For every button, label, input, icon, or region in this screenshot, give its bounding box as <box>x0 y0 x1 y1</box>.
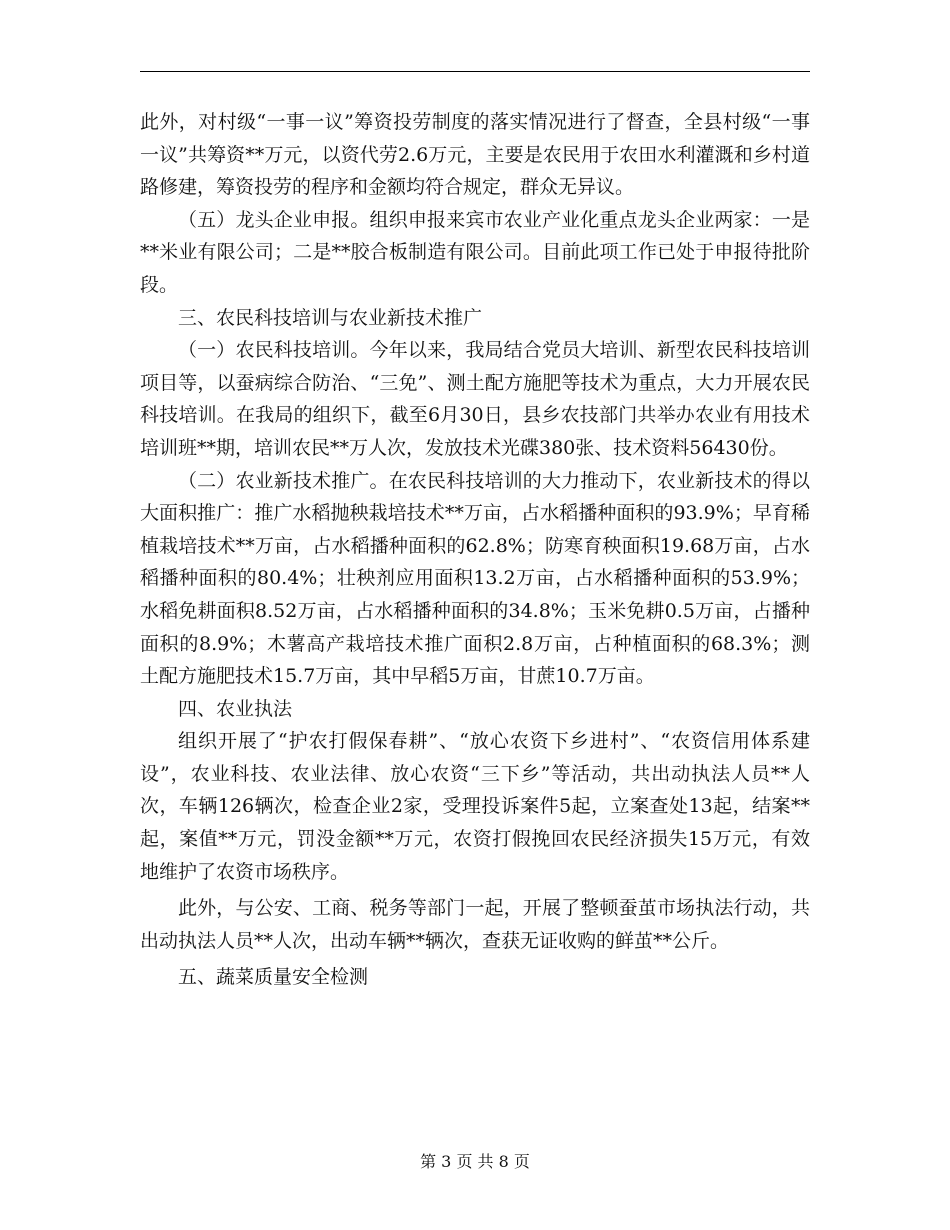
body-text <box>140 106 810 994</box>
paragraph: 此外，与公安、工商、税务等部门一起，开展了整顿蚕茧市场执法行动，共出动执法人员**人次，出动车辆**辆次，查获无证收购的鲜茧**公斤。 <box>140 897 810 952</box>
header-rule <box>140 71 810 72</box>
page-footer: 第 3 页 共 8 页 <box>420 1152 530 1171</box>
section-heading: 三、农民科技培训与农业新技术推广 <box>178 306 483 329</box>
paragraph: （五）龙头企业申报。组织申报来宾市农业产业化重点龙头企业两家：一是**米业有限公司；二是**胶合板制造有限公司。目前此项工作已处于申报待批阶段。 <box>140 208 810 296</box>
paragraph: 组织开展了“护农打假保春耕”、“放心农资下乡进村”、“农资信用体系建设”，农业科技、农业法律、放心农资“三下乡”等活动，共出动执法人员**人次，车辆126辆次，检查企业2家，受理投诉案件5起，立案查处13起，结案**起，案值**万元，罚没金额**万元，农资打假挽回农民经济损失15万元，有效地维护了农资市场秩序。 <box>140 730 810 883</box>
paragraph: （二）农业新技术推广。在农民科技培训的大力推动下，农业新技术的得以大面积推广：推广水稻抛秧栽培技术**万亩，占水稻播种面积的93.9%；早育稀植栽培技术**万亩，占水稻播种面积的62.8%；防寒育秧面积19.68万亩，占水稻播种面积的80.4%；壮秧剂应用面积13.2万亩，占水稻播种面积的53.9%；水稻免耕面积8.52万亩，占水稻播种面积的34.8%；玉米免耕0.5万亩，占播种面积的8.9%；木薯高产栽培技术推广面积2.8万亩，占种植面积的68.3%；测土配方施肥技术15.7万亩，其中早稻5万亩，甘蔗10.7万亩。 <box>140 469 810 688</box>
paragraph: 此外，对村级“一事一议”筹资投劳制度的落实情况进行了督查，全县村级“一事一议”共筹资**万元，以资代劳2.6万元，主要是农民用于农田水利灌溉和乡村道路修建，筹资投劳的程序和金额均符合规定，群众无异议。 <box>140 111 810 199</box>
paragraph: （一）农民科技培训。今年以来，我局结合党员大培训、新型农民科技培训项目等，以蚕病综合防治、“三免”、测土配方施肥等技术为重点，大力开展农民科技培训。在我局的组织下，截至6月30日，县乡农技部门共举办农业有用技术培训班**期，培训农民**万人次，发放技术光碟380张、技术资料56430份。 <box>140 339 810 459</box>
section-heading: 五、蔬菜质量安全检测 <box>178 966 369 989</box>
section-heading: 四、农业执法 <box>178 697 293 720</box>
